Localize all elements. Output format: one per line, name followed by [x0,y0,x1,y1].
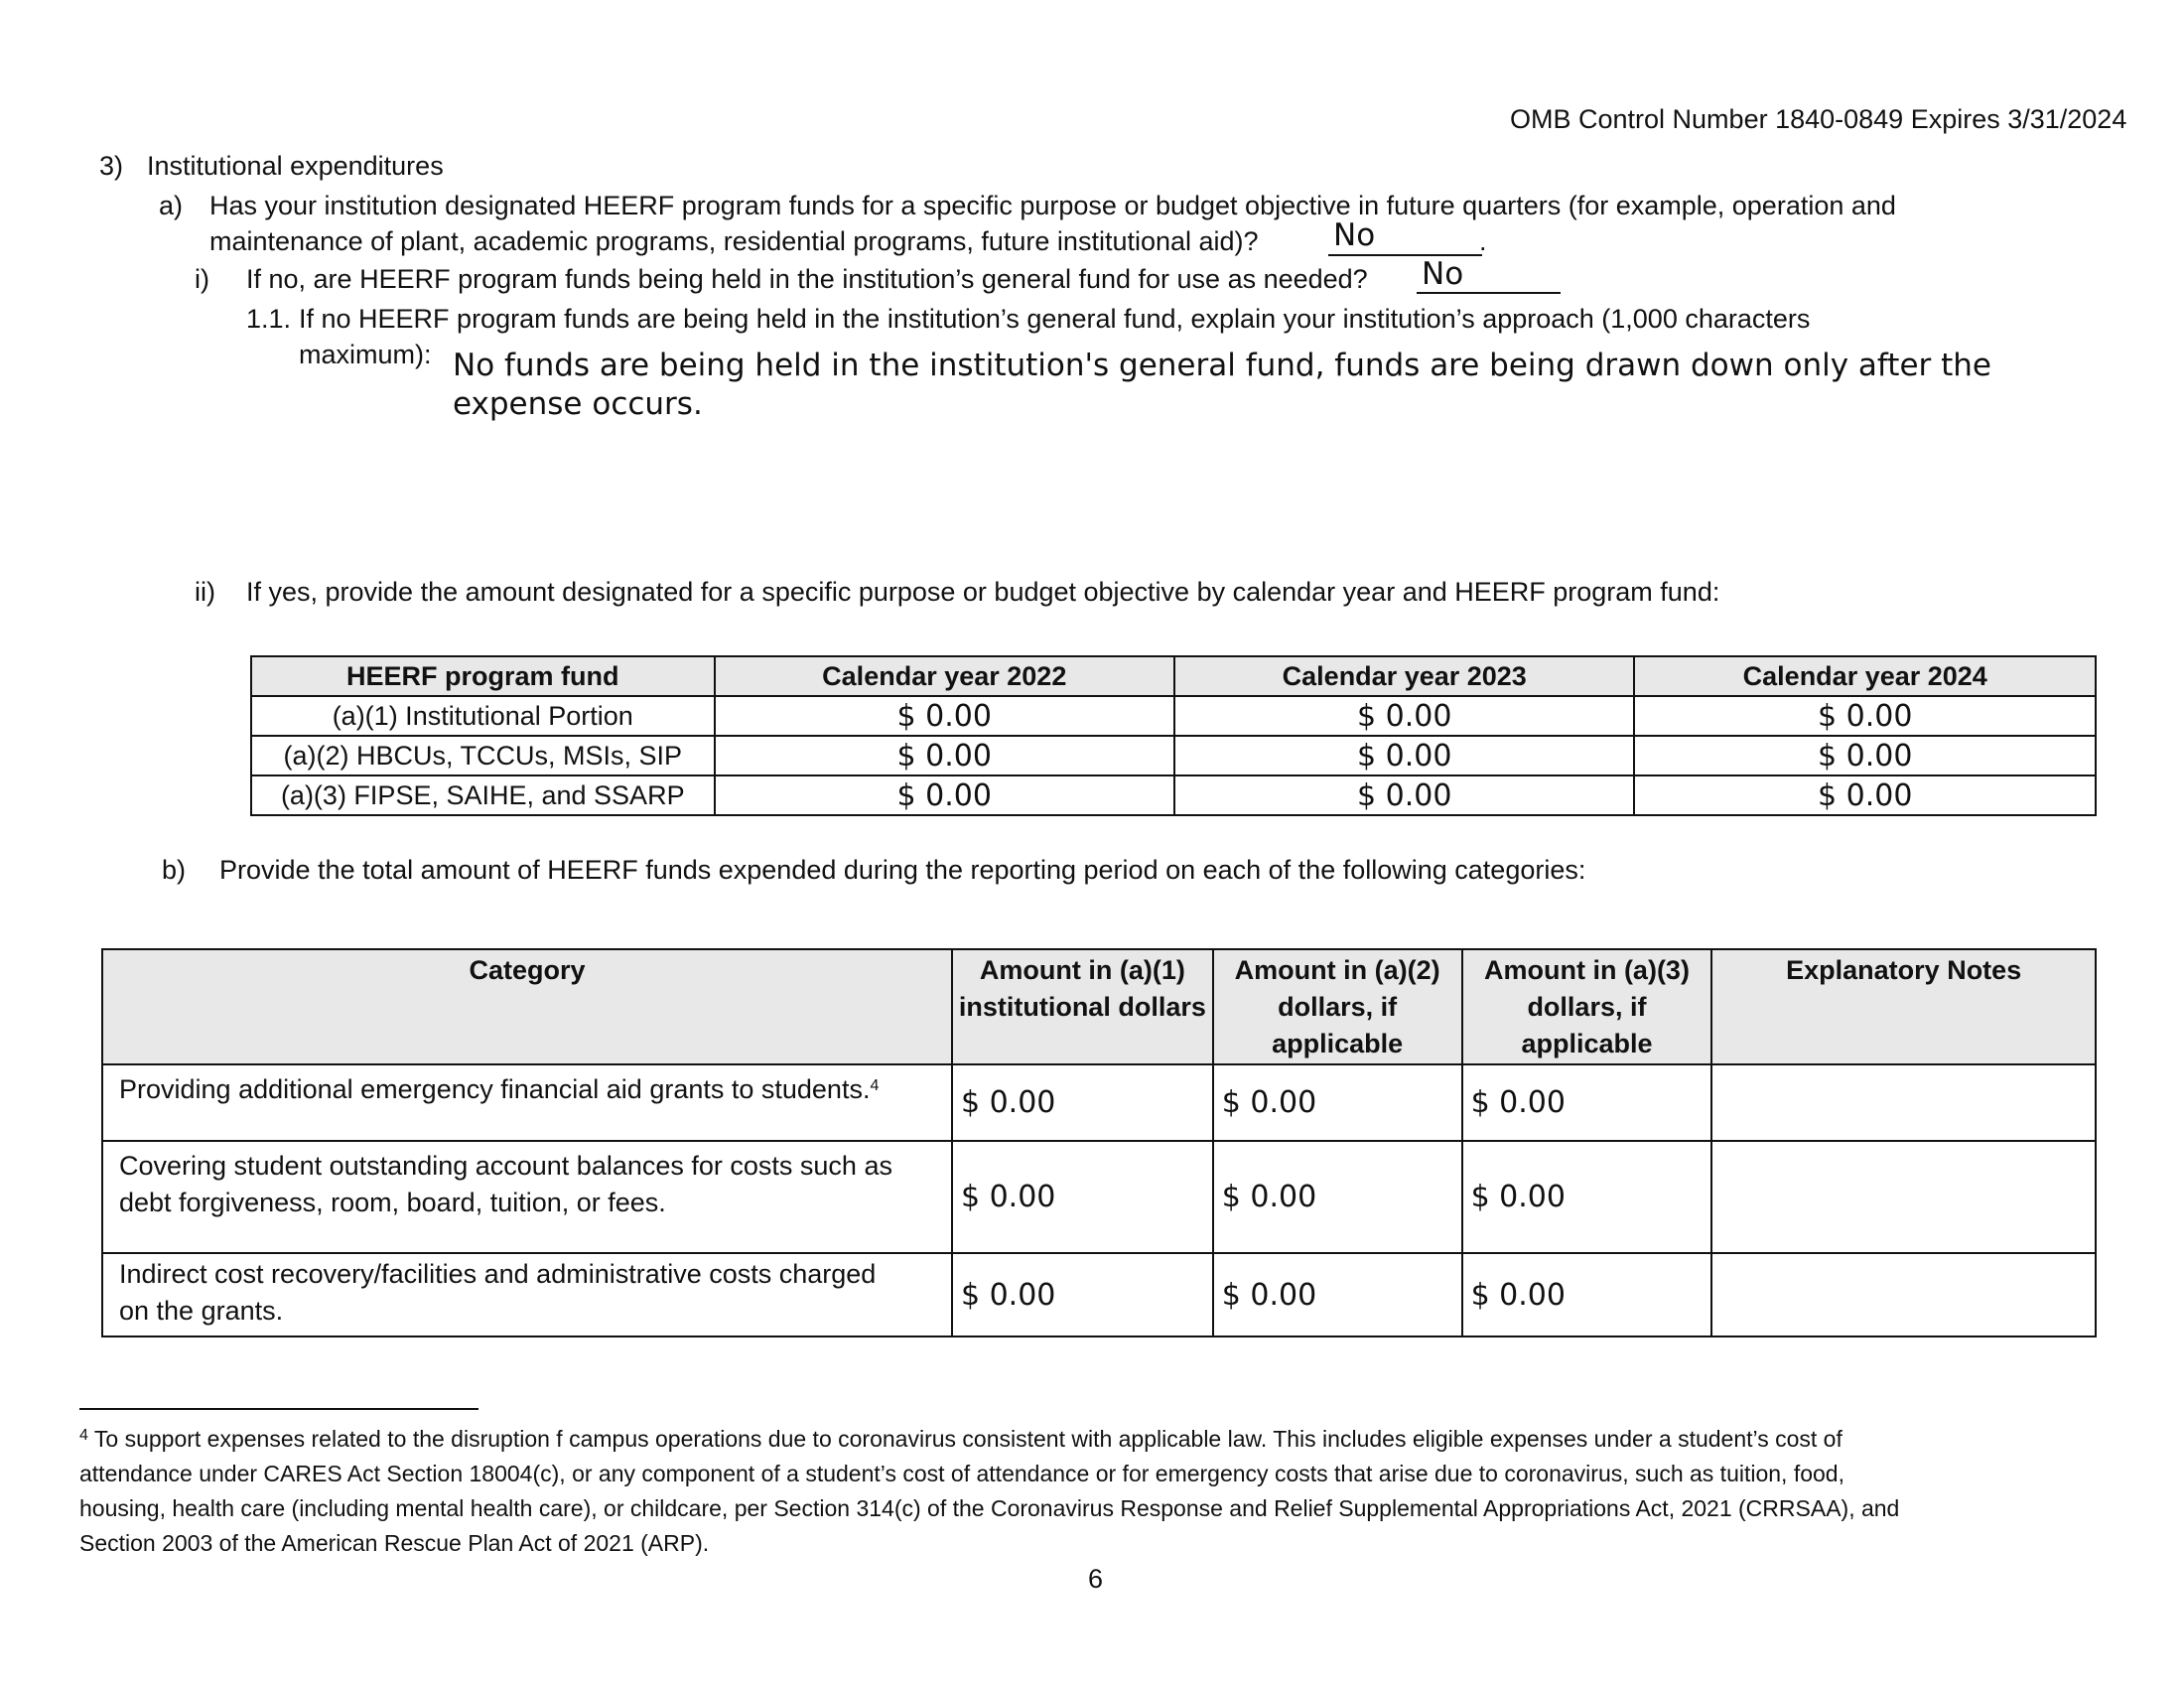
footnote-line: attendance under CARES Act Section 18004(c), or any component of a student’s cost of attendance or for emergency costs that arise due to coronavirus, such as tuition, food, [79,1461,1844,1486]
amount-a3-field[interactable]: $ 0.00 [1462,1253,1712,1336]
page-number: 6 [1088,1564,1104,1594]
section-number: 3) [99,151,124,181]
footnote-line: housing, health care (including mental health care), or childcare, per Section 314(c) of the Coronavirus Response and Relief Supplemental Appropriations Act, 2021 (CRRSAA), and [79,1495,1900,1521]
category-cell [102,1253,952,1336]
amount-field[interactable]: $ 0.00 [1174,736,1634,775]
category-cell [102,1141,952,1253]
fund-name-cell: (a)(3) FIPSE, SAIHE, and SSARP [251,775,715,815]
omb-control-number: OMB Control Number 1840-0849 Expires 3/31/2024 [1510,104,2127,134]
table-row [251,696,2096,736]
question-1-1-label: 1.1. [246,304,292,334]
question-i-answer-underline [1417,292,1561,294]
amount-a1-field[interactable]: $ 0.00 [952,1141,1213,1253]
category-text: Providing additional emergency financial aid grants to students. [119,1074,871,1104]
header-line: applicable [1272,1029,1404,1058]
category-header [102,949,952,1064]
footnote-line-text: To support expenses related to the disruption f campus operations due to coronavirus consistent with applicable law. This includes eligible expenses under a student’s cost of [93,1426,1843,1452]
category-text-line: Covering student outstanding account balances for costs such as [119,1151,892,1181]
explanatory-notes-field[interactable] [1711,1253,2096,1336]
header-line: dollars, if [1527,992,1647,1022]
fund-name-cell: (a)(1) Institutional Portion [251,696,715,736]
question-i-text: If no, are HEERF program funds being held in the institution’s general fund for use as needed? [246,264,1368,294]
approach-answer-line2[interactable]: expense occurs. [453,386,703,422]
amount-a3-field[interactable]: $ 0.00 [1462,1064,1712,1141]
category-table-header-row [102,949,2096,1064]
table-row [102,1141,2096,1253]
question-i-answer-field[interactable]: No [1422,256,1464,292]
amount-a2-field[interactable]: $ 0.00 [1213,1141,1462,1253]
question-a-label: a) [159,191,184,220]
question-b-text: Provide the total amount of HEERF funds expended during the reporting period on each of the following categories: [219,855,1586,885]
header-line: Amount in (a)(1) [979,955,1185,985]
category-text-line: on the grants. [119,1296,284,1326]
amount-field[interactable]: $ 0.00 [715,775,1174,815]
table-row [251,736,2096,775]
explanatory-notes-header [1711,949,2096,1064]
amount-a1-header [952,949,1213,1064]
question-a-answer-field[interactable]: No [1333,217,1376,253]
footnote-text [79,1422,1899,1561]
footnote-reference: 4 [870,1077,880,1094]
amount-a1-field[interactable]: $ 0.00 [952,1253,1213,1336]
table-row [251,775,2096,815]
amount-a1-field[interactable]: $ 0.00 [952,1064,1213,1141]
footnote-line [79,1422,1899,1457]
question-a-text-line2: maintenance of plant, academic programs, residential programs, future institutional aid)? [209,226,1259,256]
category-text-line: debt forgiveness, room, board, tuition, or fees. [119,1188,666,1217]
fund-name-cell: (a)(2) HBCUs, TCCUs, MSIs, SIP [251,736,715,775]
fund-table-header: HEERF program fund [251,656,715,696]
amount-field[interactable]: $ 0.00 [715,736,1174,775]
amount-field[interactable]: $ 0.00 [1174,696,1634,736]
question-a-text-line1: Has your institution designated HEERF program funds for a specific purpose or budget objective in future quarters (for example, operation and [209,191,1896,220]
amount-field[interactable]: $ 0.00 [1634,696,2096,736]
footnote-line: Section 2003 of the American Rescue Plan Act of 2021 (ARP). [79,1530,710,1556]
question-a-trailing-period: . [1479,226,1487,256]
explanatory-notes-field[interactable] [1711,1064,2096,1141]
explanatory-notes-field[interactable] [1711,1141,2096,1253]
amount-a2-field[interactable]: $ 0.00 [1213,1064,1462,1141]
fund-table-header: Calendar year 2024 [1634,656,2096,696]
amount-a3-field[interactable]: $ 0.00 [1462,1141,1712,1253]
approach-answer-line1[interactable]: No funds are being held in the institution's general fund, funds are being drawn down only after the [453,348,1991,383]
question-1-1-text-line2: maximum): [299,340,432,369]
header-line: Explanatory Notes [1786,955,2022,985]
amount-a2-field[interactable]: $ 0.00 [1213,1253,1462,1336]
header-line: dollars, if [1278,992,1398,1022]
expenditure-category-table [101,948,2097,1337]
question-b-label: b) [162,855,187,885]
heerf-fund-table [250,655,2097,816]
amount-field[interactable]: $ 0.00 [1634,736,2096,775]
header-line: institutional dollars [958,992,1206,1022]
table-row [102,1253,2096,1336]
table-row [102,1064,2096,1141]
question-1-1-text-line1: If no HEERF program funds are being held in the institution’s general fund, explain your institution’s approach (1,000 characters [299,304,1811,334]
header-line: applicable [1521,1029,1653,1058]
fund-table-header-row [251,656,2096,696]
amount-field[interactable]: $ 0.00 [1174,775,1634,815]
category-text-line: Indirect cost recovery/facilities and administrative costs charged [119,1259,877,1289]
footnote-number: 4 [79,1427,88,1444]
question-i-label: i) [195,264,209,294]
amount-a2-header [1213,949,1462,1064]
section-title: Institutional expenditures [147,151,444,181]
amount-field[interactable]: $ 0.00 [1634,775,2096,815]
header-line: Amount in (a)(2) [1234,955,1440,985]
category-header-text: Category [469,955,586,985]
question-ii-label: ii) [195,577,215,607]
amount-field[interactable]: $ 0.00 [715,696,1174,736]
category-cell [102,1064,952,1141]
fund-table-header: Calendar year 2022 [715,656,1174,696]
amount-a3-header [1462,949,1712,1064]
question-ii-text: If yes, provide the amount designated for a specific purpose or budget objective by calendar year and HEERF program fund: [246,577,1720,607]
fund-table-header: Calendar year 2023 [1174,656,1634,696]
header-line: Amount in (a)(3) [1483,955,1690,985]
footnote-separator [79,1408,478,1410]
